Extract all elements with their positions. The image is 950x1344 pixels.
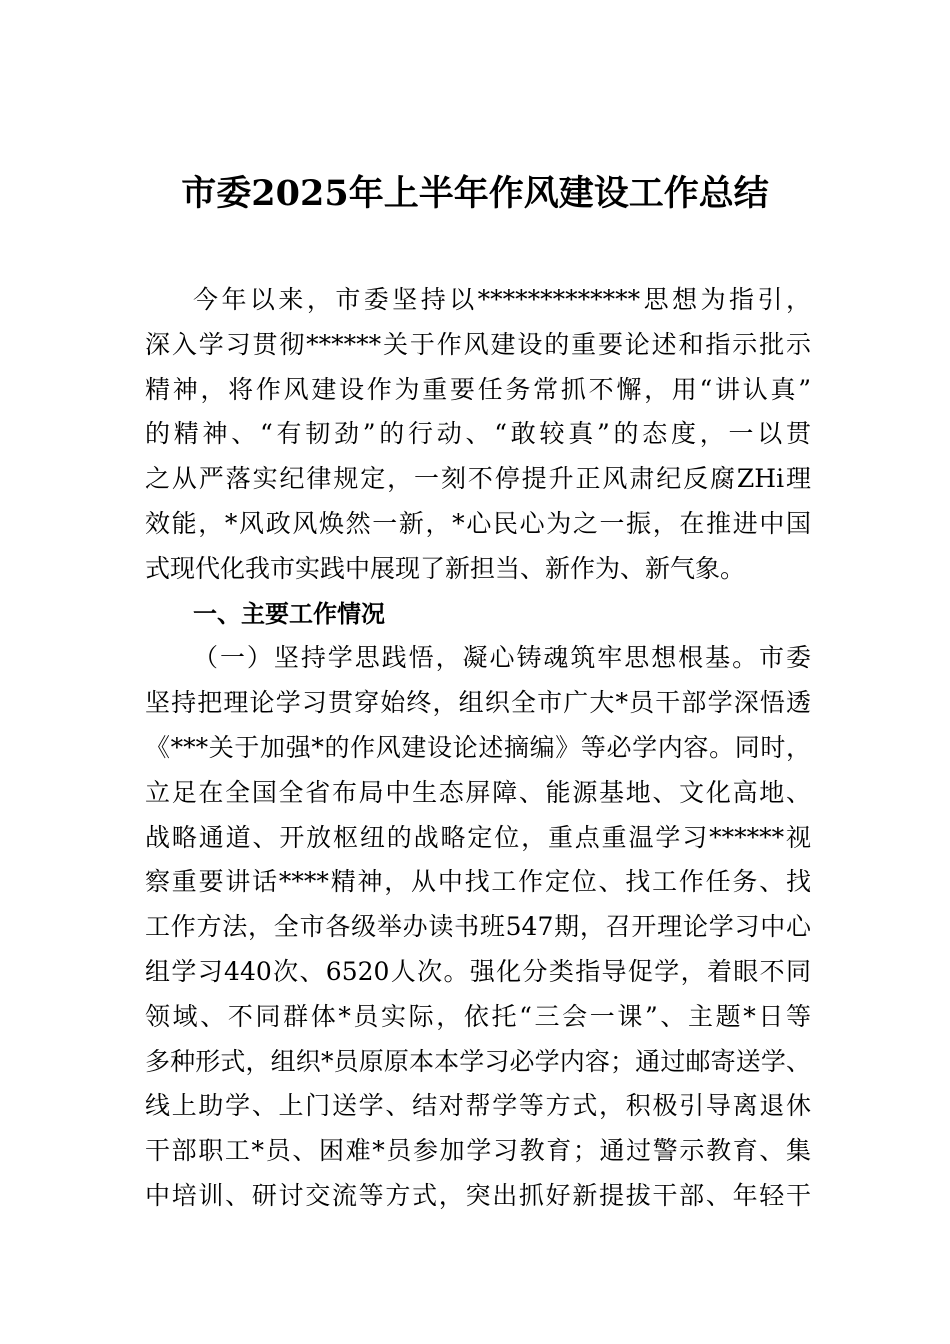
paragraph-line: 《***关于加强*的作风建设论述摘编》等必学内容。同时， [145, 732, 811, 762]
paragraph-line: 之从严落实纪律规定，一刻不停提升正风肃纪反腐ZHi理 [145, 464, 811, 494]
paragraph-line: 精神，将作风建设作为重要任务常抓不懈，用“讲认真” [145, 374, 811, 404]
paragraph-line: 组学习440次、6520人次。强化分类指导促学，着眼不同 [145, 956, 811, 986]
paragraph-line: 坚持把理论学习贯穿始终，组织全市广大*员干部学深悟透 [145, 688, 811, 718]
paragraph-line: 线上助学、上门送学、结对帮学等方式，积极引导离退休 [145, 1091, 811, 1121]
paragraph-line: （一）坚持学思践悟，凝心铸魂筑牢思想根基。市委 [193, 643, 811, 673]
section-heading: 一、主要工作情况 [193, 599, 385, 628]
paragraph-line: 的精神、“有韧劲”的行动、“敢较真”的态度，一以贯 [145, 419, 811, 449]
paragraph-line: 式现代化我市实践中展现了新担当、新作为、新气象。 [145, 553, 746, 583]
paragraph-line: 中培训、研讨交流等方式，突出抓好新提拔干部、年轻干 [145, 1180, 811, 1210]
paragraph-line: 立足在全国全省布局中生态屏障、能源基地、文化高地、 [145, 777, 811, 807]
paragraph-line: 战略通道、开放枢纽的战略定位，重点重温学习******视 [145, 822, 811, 852]
paragraph-line: 今年以来，市委坚持以*************思想为指引， [193, 285, 811, 314]
paragraph-line: 干部职工*员、困难*员参加学习教育；通过警示教育、集 [145, 1136, 811, 1166]
paragraph-line: 工作方法，全市各级举办读书班547期，召开理论学习中心 [145, 912, 811, 942]
paragraph-line: 深入学习贯彻******关于作风建设的重要论述和指示批示 [145, 329, 811, 359]
paragraph-line: 领域、不同群体*员实际，依托“三会一课”、主题*日等 [145, 1001, 811, 1031]
document-title: 市委2025年上半年作风建设工作总结 [181, 173, 769, 214]
paragraph-line: 多种形式，组织*员原原本本学习必学内容；通过邮寄送学、 [145, 1046, 811, 1076]
document-body [145, 278, 811, 1219]
paragraph-line: 效能，*风政风焕然一新，*心民心为之一振，在推进中国 [145, 508, 811, 538]
paragraph-line: 察重要讲话****精神，从中找工作定位、找工作任务、找 [145, 867, 811, 897]
